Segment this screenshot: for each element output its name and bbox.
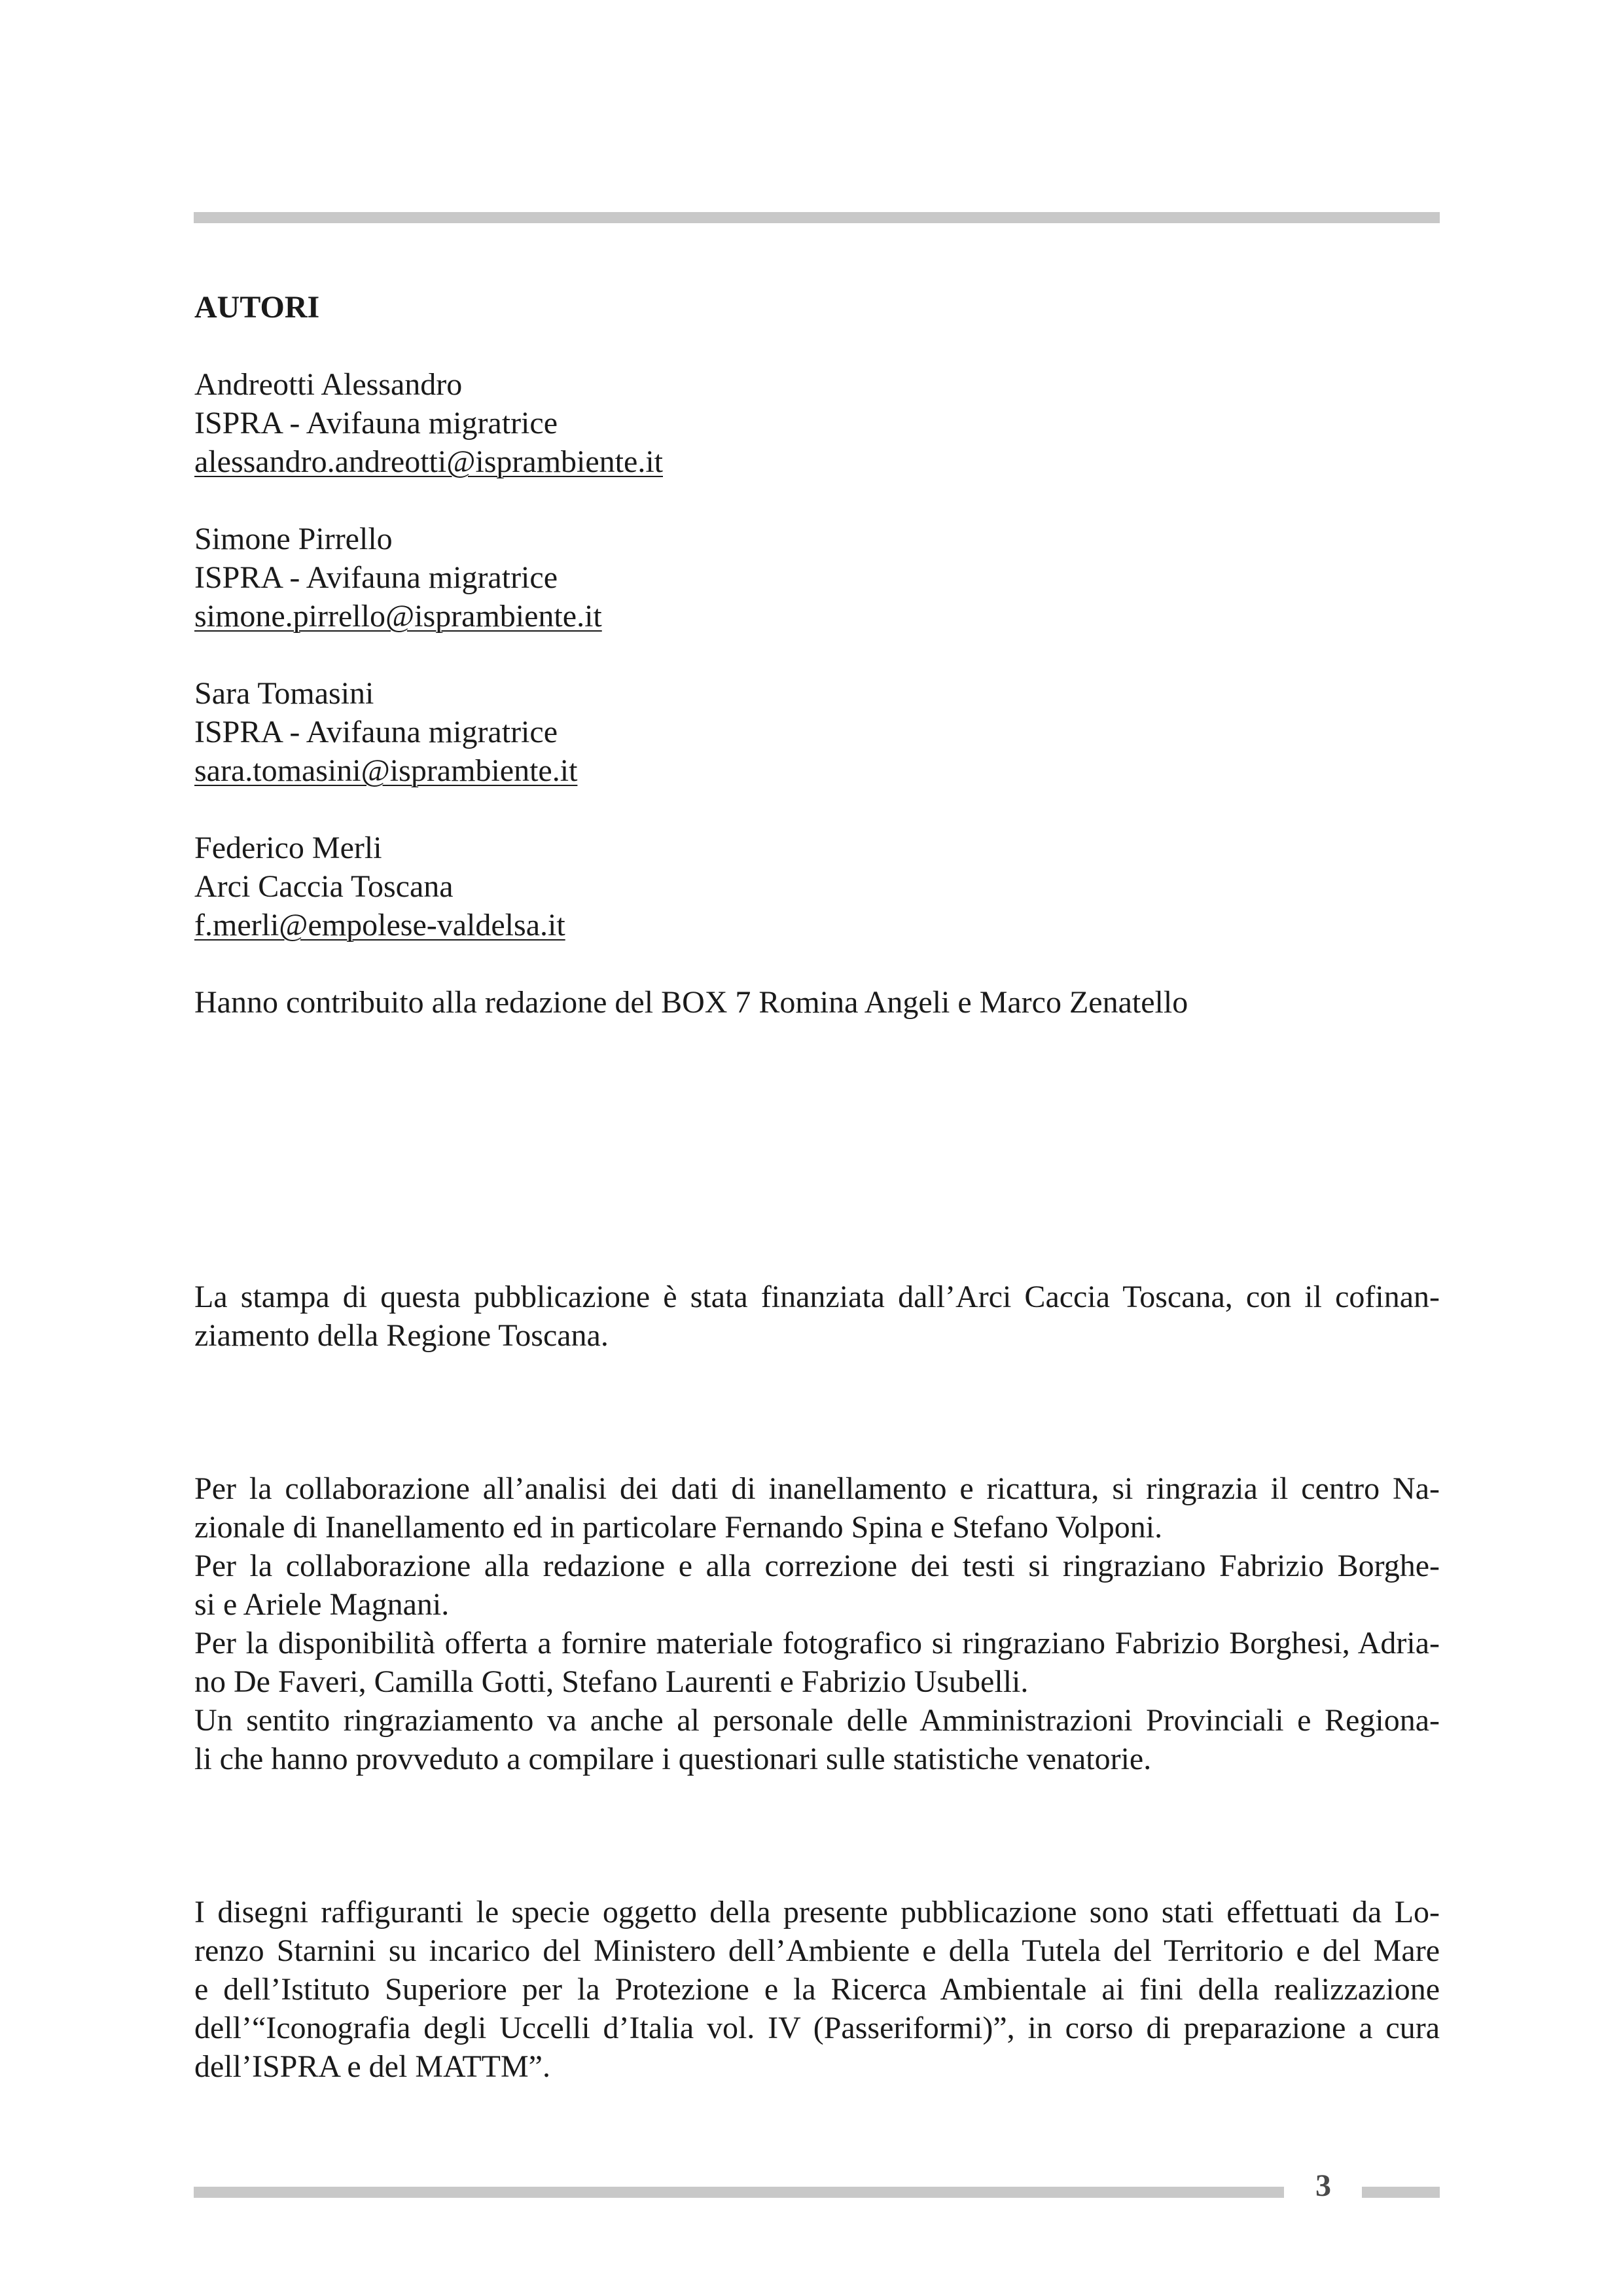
author-email-link[interactable]: sara.tomasini@isprambiente.it: [194, 753, 578, 788]
paragraph-line: Un sentito ringraziamento va anche al personale delle Amministrazioni Provinciali e Regiona-: [194, 1703, 1440, 1738]
author-block: [194, 829, 1440, 944]
paragraph-line: li che hanno provveduto a compilare i questionari sulle statistiche venatorie.: [194, 1742, 1152, 1776]
paragraph-line: dell’“Iconografia degli Uccelli d’Italia vol. IV (Passeriformi)”, in corso di preparazione a cura: [194, 2011, 1440, 2045]
paragraph-line: Per la collaborazione alla redazione e alla correzione dei testi si ringraziano Fabrizio Borghe-: [194, 1549, 1440, 1583]
paragraph-line: dell’ISPRA e del MATTM”.: [194, 2049, 550, 2084]
paragraph-line: ziamento della Regione Toscana.: [194, 1318, 609, 1353]
author-block: [194, 674, 1440, 790]
footer-rule-left: [194, 2187, 1284, 2198]
author-email-link[interactable]: simone.pirrello@isprambiente.it: [194, 599, 602, 634]
author-name: Andreotti Alessandro: [194, 367, 463, 402]
author-affiliation: ISPRA - Avifauna migratrice: [194, 406, 558, 440]
contributors-note: Hanno contribuito alla redazione del BOX 7 Romina Angeli e Marco Zenatello: [194, 985, 1188, 1020]
footer-rule-right: [1362, 2187, 1440, 2198]
paragraph-line: si e Ariele Magnani.: [194, 1587, 450, 1622]
author-affiliation: ISPRA - Avifauna migratrice: [194, 715, 558, 749]
paragraph-line: renzo Starnini su incarico del Ministero dell’Ambiente e della Tutela del Territorio e del Mare: [194, 1933, 1440, 1968]
page-number: 3: [1315, 2168, 1331, 2203]
author-block: [194, 520, 1440, 636]
funding-paragraph: [194, 1278, 1440, 1355]
paragraph-line: zionale di Inanellamento ed in particolare Fernando Spina e Stefano Volponi.: [194, 1510, 1163, 1545]
paragraph-line: La stampa di questa pubblicazione è stata finanziata dall’Arci Caccia Toscana, con il cofinan-: [194, 1280, 1440, 1314]
author-affiliation: ISPRA - Avifauna migratrice: [194, 560, 558, 595]
author-name: Simone Pirrello: [194, 522, 393, 556]
authors-heading: AUTORI: [194, 290, 320, 325]
paragraph-line: Per la disponibilità offerta a fornire materiale fotografico si ringraziano Fabrizio Borghesi, Adria-: [194, 1626, 1440, 1660]
header-rule: [194, 212, 1440, 223]
drawings-credit-paragraph: [194, 1893, 1440, 2086]
author-email-link[interactable]: f.merli@empolese-valdelsa.it: [194, 908, 565, 942]
author-name: Sara Tomasini: [194, 676, 374, 711]
page-content: [194, 288, 1440, 2086]
author-block: [194, 365, 1440, 481]
paragraph-line: e dell’Istituto Superiore per la Protezione e la Ricerca Ambientale ai fini della realizzazione: [194, 1972, 1440, 2007]
acknowledgements-paragraph: [194, 1469, 1440, 1778]
author-email-link[interactable]: alessandro.andreotti@isprambiente.it: [194, 444, 663, 479]
paragraph-line: no De Faveri, Camilla Gotti, Stefano Laurenti e Fabrizio Usubelli.: [194, 1664, 1029, 1699]
author-affiliation: Arci Caccia Toscana: [194, 869, 454, 904]
author-name: Federico Merli: [194, 831, 382, 865]
paragraph-line: I disegni raffiguranti le specie oggetto della presente pubblicazione sono stati effettuati da Lo-: [194, 1895, 1440, 1929]
paragraph-line: Per la collaborazione all’analisi dei dati di inanellamento e ricattura, si ringrazia il centro Na-: [194, 1471, 1440, 1506]
